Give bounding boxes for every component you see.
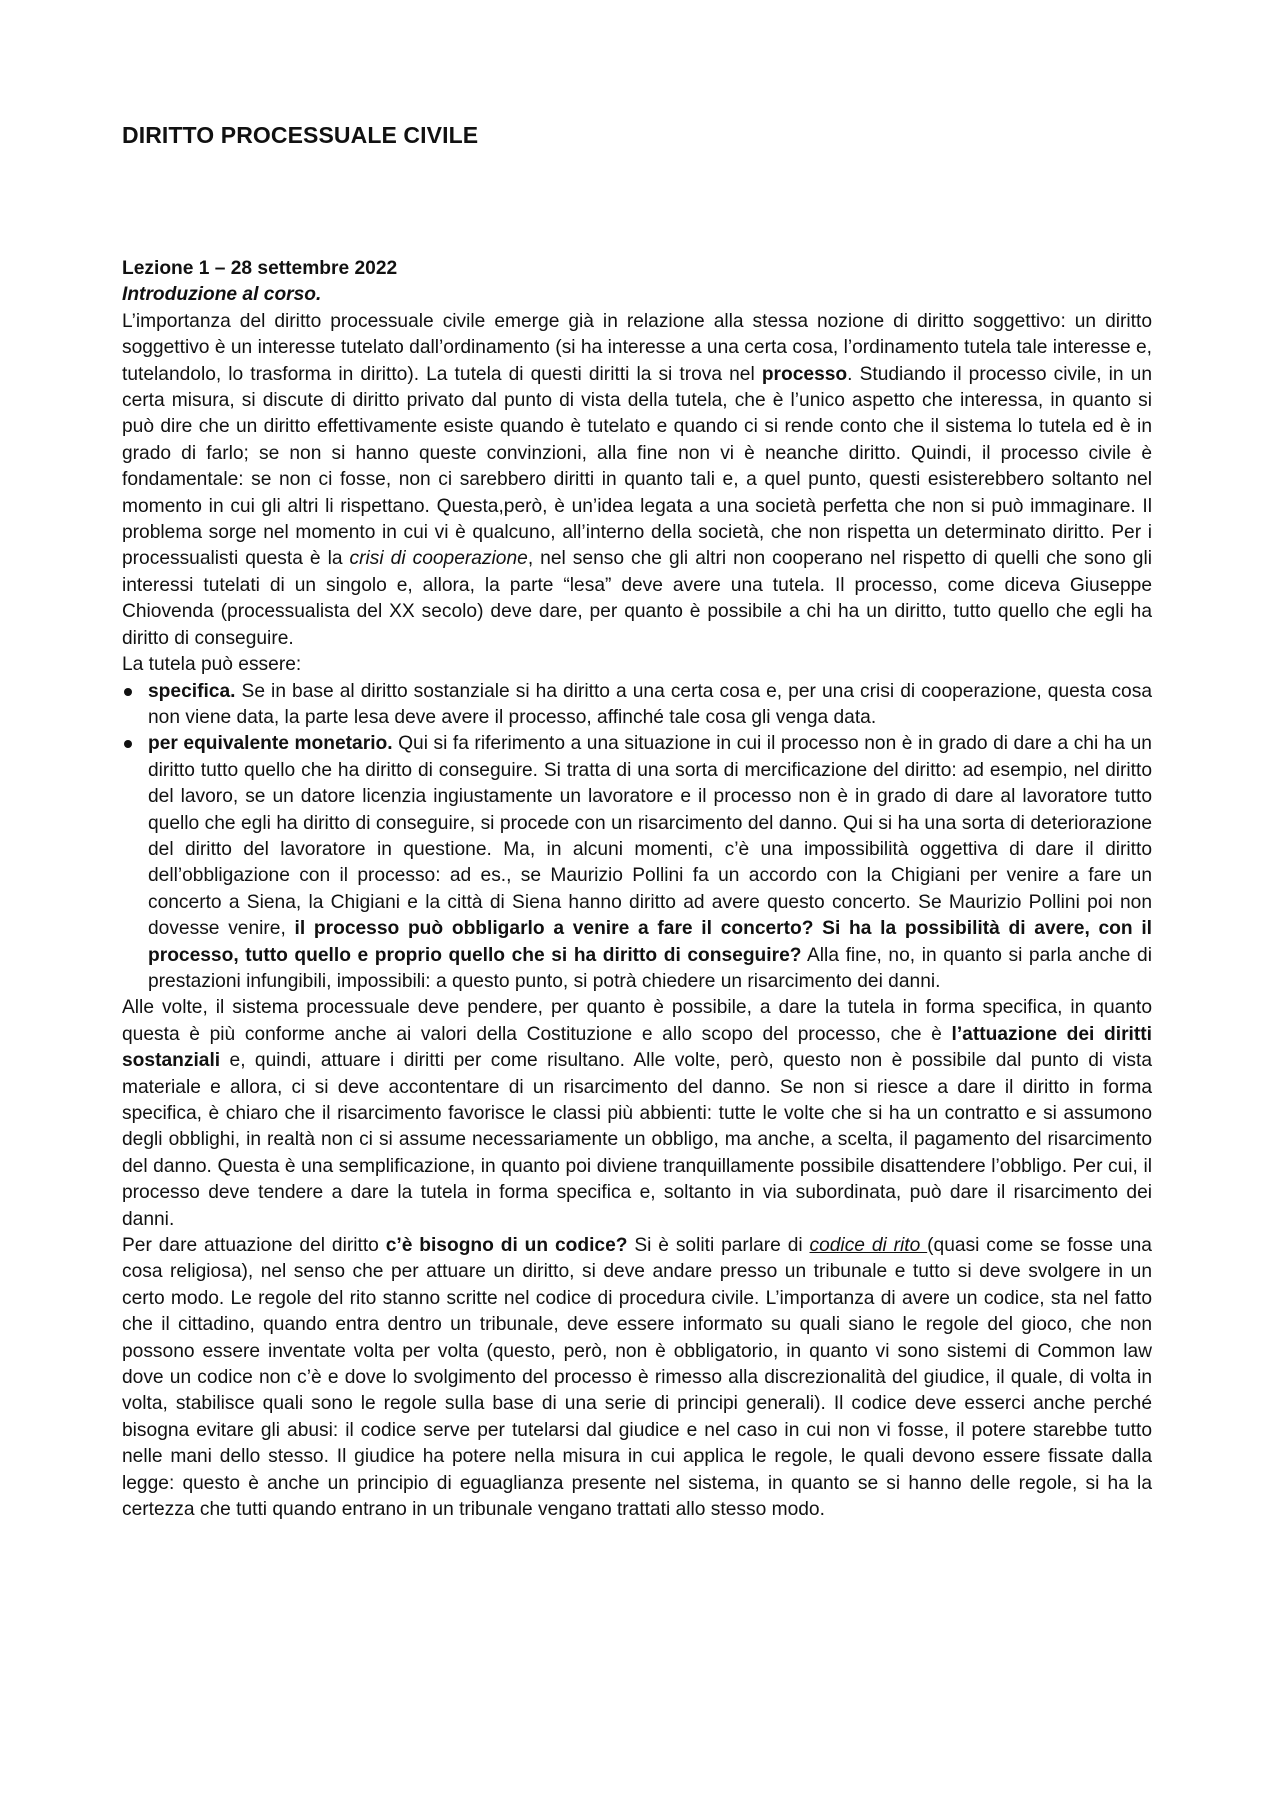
text-run: , nel senso che gli altri non cooperano nel rispetto di quelli che sono gli interessi tutelati di un singolo e, allora, la parte “lesa” deve avere una tutela. Il processo, come diceva Giuseppe Chiovenda (processualista del XX secolo) deve dare, per quanto è possibile a chi ha un diritto, tutto quello che egli ha diritto di conseguire. bbox=[122, 548, 1152, 649]
bold-term: per equivalente monetario. bbox=[148, 733, 393, 755]
text-run: Qui si fa riferimento a una situazione in cui il processo non è in grado di dare a chi ha un diritto tutto quello che ha diritto di conseguire. Si tratta di una sorta di mercificazione del diritto: ad esempio, nel diritto del lavoro, se un datore licenzia ingiustamente un lavoratore e il processo non è in grado di dare al lavoratore tutto quello che egli ha diritto di conseguire, si procede con un risarcimento del danno. Qui si ha una sorta di deteriorazione del diritto del lavoratore in questione. Ma, in alcuni momenti, c’è una impossibilità oggettiva di dare il diritto dell’obbligazione con il processo: ad es., se Maurizio Pollini fa un accordo con la Chigiani per venire a fare un concerto a Siena, la Chigiani e la città di Siena hanno diritto ad avere questo concerto. Se Maurizio Pollini poi non dovesse venire, bbox=[148, 733, 1152, 940]
document-title: DIRITTO PROCESSUALE CIVILE bbox=[122, 122, 479, 148]
paragraph-intro bbox=[122, 309, 1152, 652]
text-run: Se in base al diritto sostanziale si ha diritto a una certa cosa e, per una crisi di cooperazione, questa cosa non viene data, la parte lesa deve avere il processo, affinché tale cosa gli venga data. bbox=[148, 680, 1152, 728]
list-item bbox=[122, 731, 1152, 995]
bold-term: l’attuazione dei diritti sostanziali bbox=[122, 1023, 1152, 1072]
bold-term: specifica. bbox=[148, 680, 236, 702]
bullet-dot-icon bbox=[124, 740, 132, 748]
paragraph-tutela-types: La tutela può essere: bbox=[122, 654, 302, 676]
bold-question: il processo può obbligarlo a venire a fare il concerto? Si ha la possibilità di avere, con il processo, tutto quello e proprio quello che si ha diritto di conseguire? bbox=[148, 918, 1153, 966]
bold-term: processo bbox=[761, 363, 848, 385]
text-run: Alle volte, il sistema processuale deve pendere, per quanto è possibile, a dare la tutela in forma specifica, in quanto questa è più conforme anche ai valori della Costituzione e allo scopo del processo, che è bbox=[122, 997, 1152, 1045]
paragraph-codice bbox=[122, 1233, 1152, 1523]
paragraph-forma-specifica bbox=[122, 995, 1152, 1233]
text-run: e, quindi, attuare i diritti per come risultano. Alle volte, però, questo non è possibile dal punto di vista materiale e allora, ci si deve accontentare di un risarcimento del danno. Se non si riesce a dare il diritto in forma specifica, è chiaro che il risarcimento favorisce le classi più abbienti: tutte le volte che si ha un contratto e si assumono degli obblighi, in realtà non ci si assume necessariamente un obbligo, ma anche, a scelta, il pagamento del risarcimento del danno. Questa è una semplificazione, in quanto poi diviene tranquillamente possibile disattendere l’obbligo. Per cui, il processo deve tendere a dare la tutela in forma specifica e, soltanto in via subordinata, può dare il risarcimento dei danni. bbox=[122, 1050, 1152, 1230]
italic-term: crisi di cooperazione bbox=[349, 548, 528, 570]
text-run: (quasi come se fosse una cosa religiosa), nel senso che per attuare un diritto, si deve andare presso un tribunale e tutto si deve svolgere in un certo modo. Le regole del rito stanno scritte nel codice di procedura civile. L’importanza di avere un codice, sta nel fatto che il cittadino, quando entra dentro un tribunale, deve essere informato su quali siano le regole del gioco, che non possono essere inventate volta per volta (questo, però, non è obbligatorio, in quanto vi sono sistemi di Common law dove un codice non c’è e dove lo svolgimento del processo è rimesso alla discrezionalità del giudice, il quale, di volta in volta, stabilisce quali sono le regole sulla base di una serie di principi generali). Il codice deve esserci anche perché bisogna evitare gli abusi: il codice serve per tutelarsi dal giudice e nel caso in cui non vi fosse, il potere starebbe tutto nelle mani dello stesso. Il giudice ha potere nella misura in cui applica le regole, le quali devono essere fissate dalla legge: questo è anche un principio di eguaglianza presente nel sistema, in quanto se si hanno delle regole, si ha la certezza che tutti quando entrano in un tribunale vengano trattati allo stesso modo. bbox=[122, 1235, 1152, 1521]
bullet-dot-icon bbox=[124, 688, 132, 696]
bold-question: c’è bisogno di un codice? bbox=[385, 1235, 628, 1257]
text-run: Alla fine, no, in quanto si parla anche di prestazioni infungibili, impossibili: a questo punto, si potrà chiedere un risarcimento dei danni. bbox=[148, 944, 1152, 992]
list-item bbox=[122, 679, 1152, 732]
lesson-subtitle: Introduzione al corso. bbox=[122, 284, 322, 306]
text-run: Si è soliti parlare di bbox=[627, 1235, 810, 1257]
bullet-list bbox=[122, 679, 1152, 996]
lesson-heading: Lezione 1 – 28 settembre 2022 bbox=[122, 258, 398, 279]
text-run: L’importanza del diritto processuale civile emerge già in relazione alla stessa nozione di diritto soggettivo: un diritto soggettivo è un interesse tutelato dall’ordinamento (si ha interesse a una certa cosa, l’ordinamento tutela tale interesse e, tutelandolo, lo trasforma in diritto). La tutela di questi diritti la si trova nel bbox=[122, 310, 1152, 385]
italic-underlined-term: codice di rito bbox=[809, 1235, 928, 1257]
text-run: Per dare attuazione del diritto bbox=[122, 1235, 386, 1257]
text-run: . Studiando il processo civile, in un certa misura, si discute di diritto privato dal punto di vista della tutela, che è l’unico aspetto che interessa, in quanto si può dire che un diritto effettivamente esiste quando è tutelato e quando ci si rende conto che il sistema lo tutela ed è in grado di farlo; se non si hanno queste convinzioni, alla fine non vi è neanche diritto. Quindi, il processo civile è fondamentale: se non ci fosse, non ci sarebbero diritti in quanto tali e, a quel punto, questi esisterebbero soltanto nel momento in cui gli altri li rispettano. Questa,però, è un’idea legata a una società perfetta che non si può immaginare. Il problema sorge nel momento in cui vi è qualcuno, all’interno della società, che non rispetta un determinato diritto. Per i processualisti questa è la bbox=[122, 363, 1153, 570]
